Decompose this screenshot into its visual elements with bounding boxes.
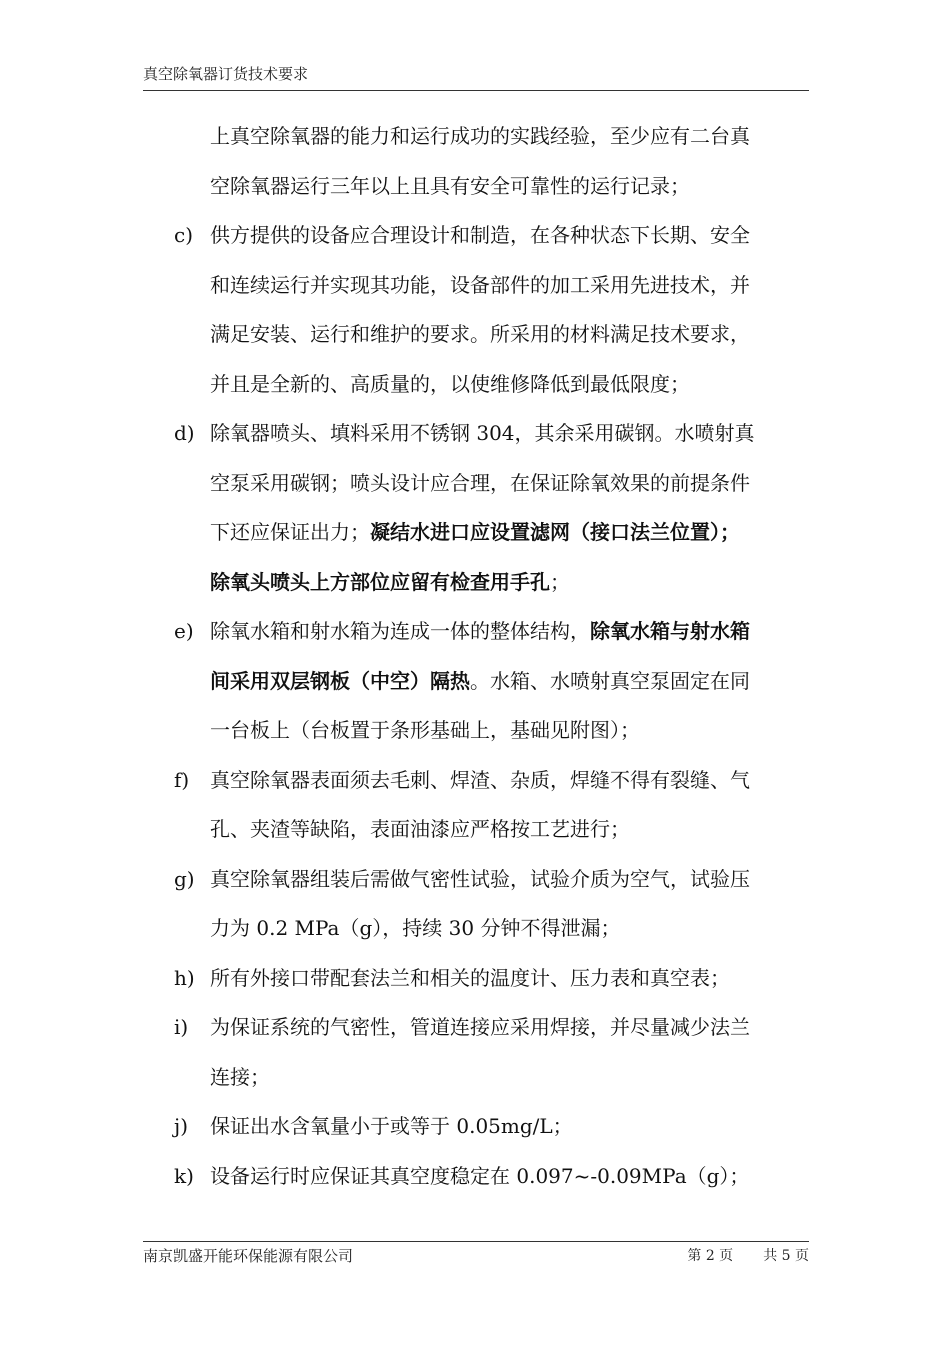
item-h-label: h)	[174, 965, 195, 990]
item-f-line-2: 孔、夹渣等缺陷，表面油漆应严格按工艺进行；	[210, 817, 630, 841]
bold-text: 间采用双层钢板（中空）隔热	[210, 668, 470, 693]
item-i-label: i)	[174, 1015, 189, 1039]
item-b-line-2: 空除氧器运行三年以上且具有安全可靠性的运行记录；	[210, 173, 690, 198]
item-k-line-1: k) 设备运行时应保证其真空度稳定在 0.097~-0.09MPa（g）；	[143, 1152, 809, 1202]
item-d-line-1: d) 除氧器喷头、填料采用不锈钢 304，其余采用碳钢。水喷射真	[143, 409, 809, 459]
item-g-line-1: g) 真空除氧器组装后需做气密性试验，试验介质为空气，试验压	[143, 855, 809, 905]
page-number: 第 2 页	[687, 1248, 734, 1264]
running-header: 真空除氧器订货技术要求	[143, 65, 309, 83]
item-k-label: k)	[174, 1163, 194, 1188]
item-d-line-3: 下还应保证出力；凝结水进口应设置滤网（接口法兰位置）；	[210, 520, 740, 544]
item-c-line-2: 和连续运行并实现其功能，设备部件的加工采用先进技术，并	[210, 272, 750, 297]
footer-rule	[143, 1241, 809, 1242]
item-j-line-1: j) 保证出水含氧量小于或等于 0.05mg/L；	[143, 1102, 809, 1152]
item-e-label: e)	[174, 619, 194, 643]
item-f-label: f)	[174, 767, 190, 792]
item-i-line-2: 连接；	[210, 1064, 270, 1089]
bold-text: 凝结水进口应设置滤网（接口法兰位置）；	[370, 520, 740, 544]
item-d-line-4: 除氧头喷头上方部位应留有检查用手孔；	[210, 569, 570, 594]
item-h-line-1: h) 所有外接口带配套法兰和相关的温度计、压力表和真空表；	[143, 954, 809, 1004]
item-g-line-2: 力为 0.2 MPa（g），持续 30 分钟不得泄漏；	[210, 916, 621, 940]
footer-page-info	[683, 1245, 809, 1265]
item-c-line-3: 满足安装、运行和维护的要求。所采用的材料满足技术要求，	[210, 322, 750, 346]
item-e-line-1: e) 除氧水箱和射水箱为连成一体的整体结构，除氧水箱与射水箱	[143, 607, 809, 657]
page-total: 共 5 页	[763, 1248, 809, 1264]
item-e-line-3: 一台板上（台板置于条形基础上，基础见附图）；	[210, 718, 640, 742]
item-c-label: c)	[174, 223, 194, 247]
item-c-line-4: 并且是全新的、高质量的，以使维修降低到最低限度；	[210, 371, 690, 396]
item-b-line-1: 上真空除氧器的能力和运行成功的实践经验，至少应有二台真	[210, 124, 750, 148]
document-body	[143, 112, 809, 1201]
item-d-line-2: 空泵采用碳钢；喷头设计应合理，在保证除氧效果的前提条件	[210, 470, 750, 495]
item-f-line-1: f) 真空除氧器表面须去毛刺、焊渣、杂质，焊缝不得有裂缝、气	[143, 756, 809, 806]
bold-text: 除氧头喷头上方部位应留有检查用手孔	[210, 569, 550, 594]
item-i-line-1: i) 为保证系统的气密性，管道连接应采用焊接，并尽量减少法兰	[143, 1003, 809, 1053]
header-rule	[143, 90, 809, 91]
bold-text: 除氧水箱与射水箱	[590, 619, 750, 643]
item-e-line-2: 间采用双层钢板（中空）隔热。水箱、水喷射真空泵固定在同	[210, 668, 750, 693]
item-c-line-1: c) 供方提供的设备应合理设计和制造，在各种状态下长期、安全	[143, 211, 809, 261]
footer-company: 南京凯盛开能环保能源有限公司	[143, 1247, 354, 1265]
item-g-label: g)	[174, 866, 195, 891]
item-j-label: j)	[174, 1114, 189, 1138]
item-d-label: d)	[174, 421, 195, 445]
